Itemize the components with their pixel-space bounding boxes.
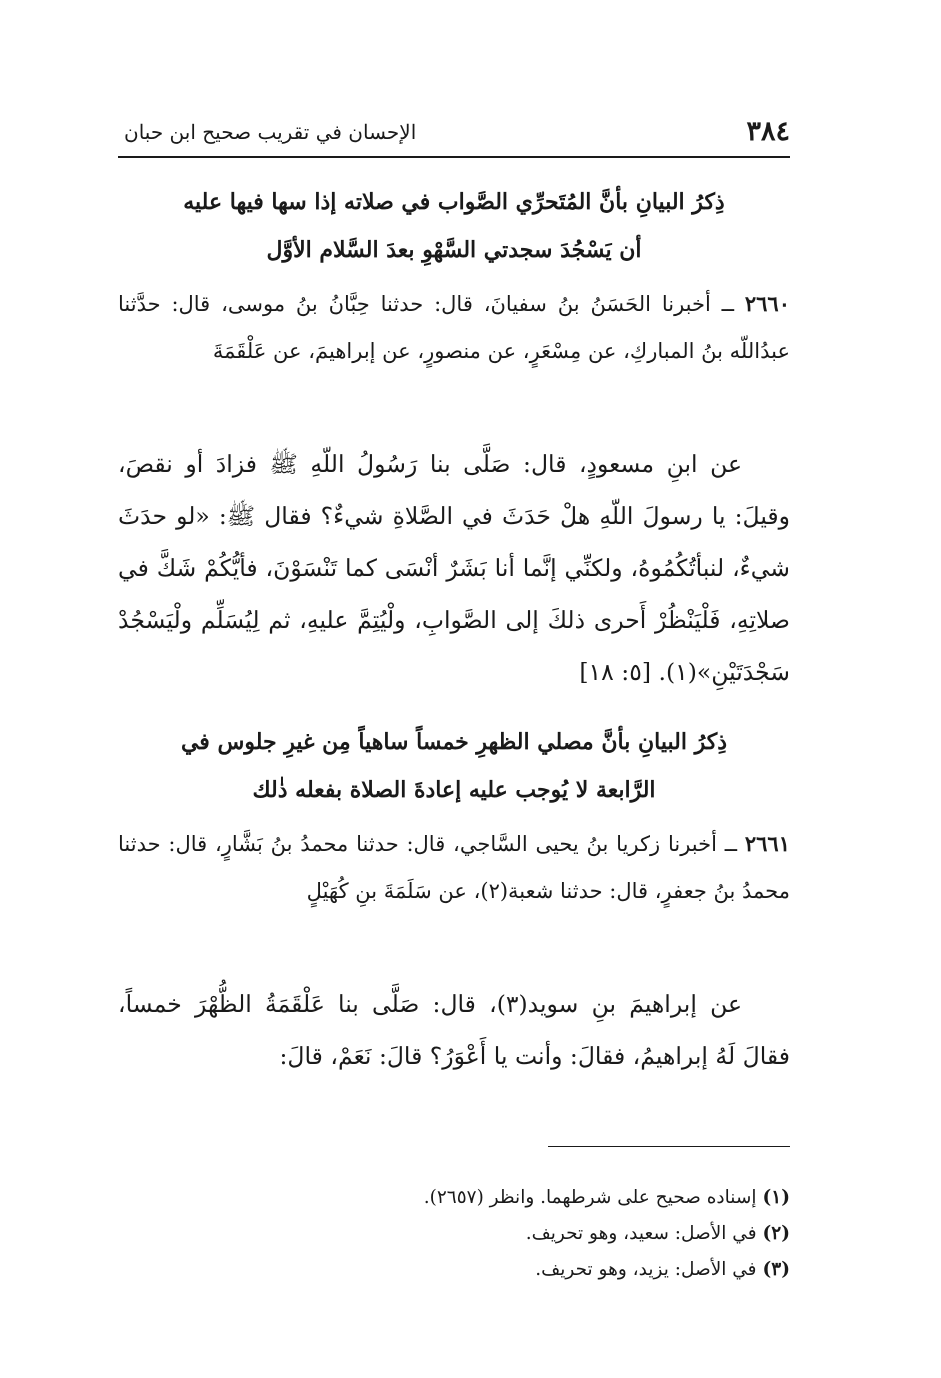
footnote bbox=[118, 1216, 790, 1252]
matn-text: عن ابنِ مسعودٍ، قال: صَلَّى بنا رَسُولُ اللّهِ ﷺ فزادَ أو نقصَ، وقيلَ: يا رسولَ اللّهِ هلْ حَدَثَ في الصَّلاةِ شيءٌ؟ فقال ﷺ: «لو حدَثَ شيءٌ، لنبأتُكُمُوهُ، ولكنِّي إنَّما أنا بَشَرٌ أنْسَى كما تَنْسَوْنَ، فأيُّكُمْ شَكَّ في صلاتِهِ، فَلْيَنْظُرْ أَحرى ذلكَ إلى الصَّوابِ، ولْيُتِمَّ عليهِ، ثم لِيُسَلِّم ولْيَسْجُدْ سَجْدَتَيْنِ»(١). bbox=[118, 450, 790, 686]
matn-text: عن إبراهيمَ بنِ سويد(٣)، قال: صَلَّى بنا عَلْقَمَةُ الظُّهْرَ خمساً، فقالَ لَهُ إبراهيمُ، فقالَ: وأنت يا أَعْوَرُ؟ قالَ: نَعَمْ، قالَ: bbox=[118, 990, 790, 1070]
running-header bbox=[118, 112, 790, 152]
chapter-heading-2 bbox=[118, 718, 790, 814]
hadith-reference: [٥: ١٨] bbox=[579, 658, 651, 686]
footnote-rule bbox=[548, 1146, 790, 1147]
hadith-2661-matn bbox=[118, 978, 790, 1082]
footnote-mark: (٣) bbox=[762, 1259, 790, 1280]
page-number: ٣٨٤ bbox=[746, 116, 790, 147]
hadith-2660-matn bbox=[118, 438, 790, 698]
footnote-text: في الأصل: يزيد، وهو تحريف. bbox=[535, 1259, 757, 1280]
footnote bbox=[118, 1252, 790, 1288]
footnote-text: في الأصل: سعيد، وهو تحريف. bbox=[525, 1223, 757, 1244]
footnote-mark: (٢) bbox=[762, 1223, 790, 1244]
footnotes bbox=[118, 1180, 790, 1288]
hadith-2661-isnad bbox=[118, 820, 790, 915]
footnote-text: إسناده صحيح على شرطهما. وانظر (٢٦٥٧). bbox=[423, 1187, 757, 1208]
hadith-number: ٢٦٦١ bbox=[744, 831, 790, 856]
chapter-heading-1-line-1: ذِكرُ البيانِ بأنَّ المُتَحرِّي الصَّواب في صلاته إذا سها فيها عليه bbox=[183, 189, 725, 215]
hadith-number: ٢٦٦٠ bbox=[744, 291, 790, 316]
isnad-text: ــ أخبرنا زكريا بنُ يحيى السَّاجي، قال: حدثنا محمدُ بنُ بَشَّارٍ، قال: حدثنا محمدُ بنُ جعفرٍ، قال: حدثنا شعبة(٢)، عن سَلَمَةَ بنِ كُهَيْلٍ bbox=[118, 832, 790, 903]
footnote bbox=[118, 1180, 790, 1216]
header-rule bbox=[118, 156, 790, 158]
chapter-heading-2-line-2: الرَّابعة لا يُوجب عليه إعادةَ الصلاة بفعله ذٰلك bbox=[252, 777, 656, 803]
isnad-text: ــ أخبرنا الحَسَنُ بنُ سفيانَ، قال: حدثنا حِبَّانُ بنُ موسى، قال: حدَّثنا عبدُاللّه بنُ المباركِ، عن مِسْعَرٍ، عن منصورٍ، عن إبراهيمَ، عن عَلْقَمَةَ bbox=[118, 292, 790, 363]
chapter-heading-1-line-2: أن يَسْجُدَ سجدتي السَّهْوِ بعدَ السَّلام الأوَّل bbox=[266, 237, 642, 263]
chapter-heading-2-line-1: ذِكرُ البيانِ بأنَّ مصلي الظهرِ خمساً ساهياً مِن غيرِ جلوس في bbox=[180, 729, 728, 755]
footnote-mark: (١) bbox=[762, 1187, 790, 1208]
hadith-2660-isnad bbox=[118, 280, 790, 375]
book-page bbox=[118, 100, 790, 1300]
running-title: الإحسان في تقريب صحيح ابن حبان bbox=[124, 120, 417, 144]
chapter-heading-1 bbox=[118, 178, 790, 274]
